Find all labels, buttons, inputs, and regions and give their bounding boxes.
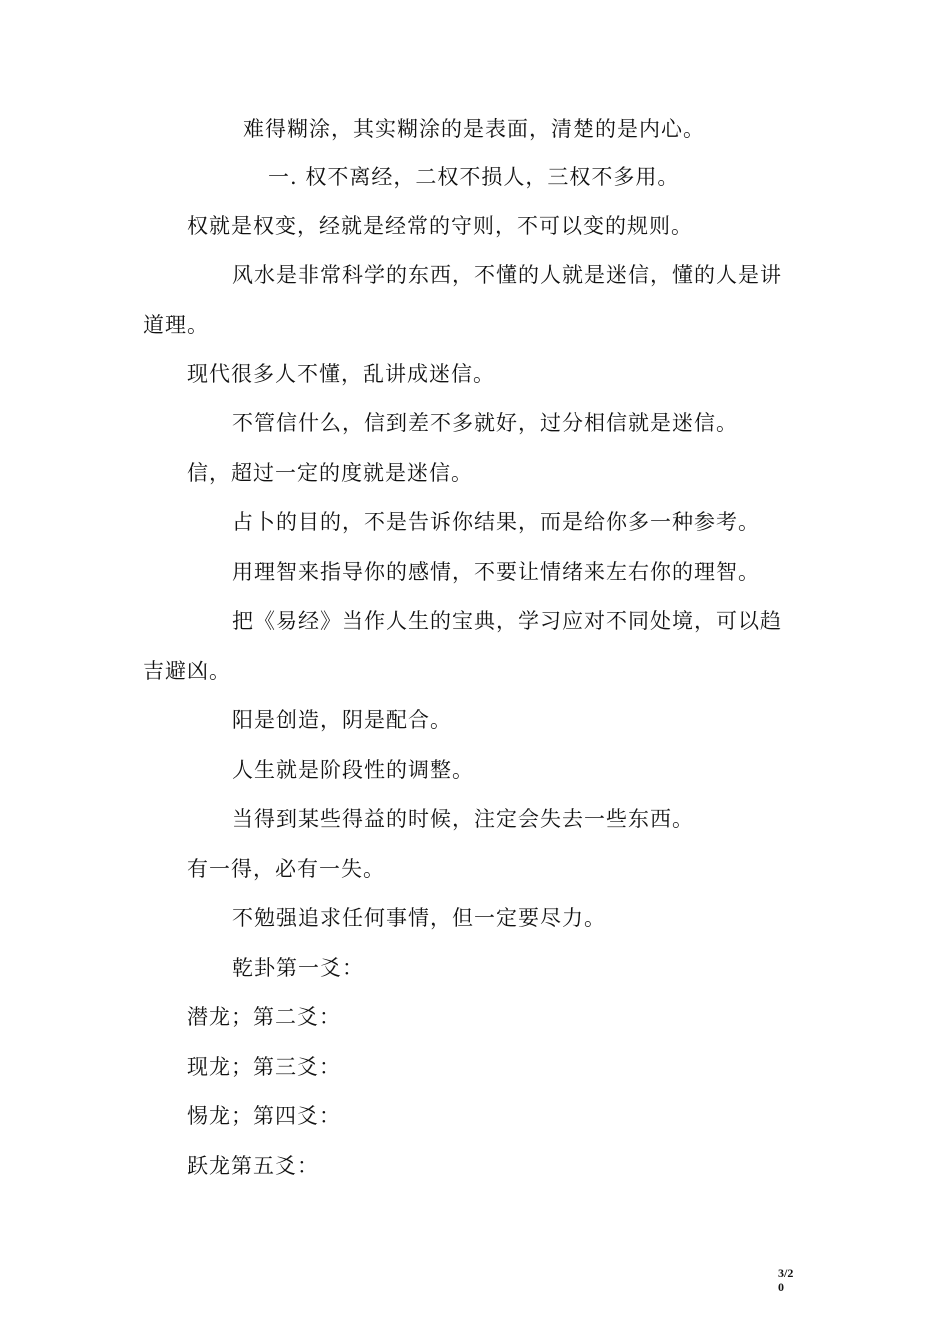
text-line: 当得到某些得益的时候，注定会失去一些东西。 <box>232 807 694 831</box>
text-line: 不勉强追求任何事情，但一定要尽力。 <box>232 906 606 930</box>
text-line: 潜龙；第二爻： <box>187 1005 341 1029</box>
text-line: 有一得，必有一失。 <box>187 857 385 881</box>
text-line: 吉避凶。 <box>143 659 231 683</box>
text-line: 跃龙第五爻： <box>187 1154 319 1178</box>
section-heading: 一. 权不离经，二权不损人，三权不多用。 <box>268 165 680 189</box>
text-line: 难得糊涂，其实糊涂的是表面，清楚的是内心。 <box>243 117 705 141</box>
text-line: 道理。 <box>143 313 209 337</box>
text-line: 现龙；第三爻： <box>187 1055 341 1079</box>
text-line: 把《易经》当作人生的宝典，学习应对不同处境，可以趋 <box>232 609 782 633</box>
text-line: 乾卦第一爻： <box>232 956 364 980</box>
text-line: 信，超过一定的度就是迷信。 <box>187 461 473 485</box>
page-number: 3/20 <box>778 1266 794 1294</box>
text-line: 惕龙；第四爻： <box>187 1104 341 1128</box>
text-line: 风水是非常科学的东西，不懂的人就是迷信，懂的人是讲 <box>232 263 782 287</box>
text-line: 人生就是阶段性的调整。 <box>232 758 474 782</box>
text-line: 不管信什么，信到差不多就好，过分相信就是迷信。 <box>232 411 738 435</box>
text-line: 用理智来指导你的感情，不要让情绪来左右你的理智。 <box>232 560 760 584</box>
text-line: 现代很多人不懂，乱讲成迷信。 <box>187 362 495 386</box>
text-line: 权就是权变，经就是经常的守则，不可以变的规则。 <box>187 214 693 238</box>
text-line: 占卜的目的，不是告诉你结果，而是给你多一种参考。 <box>232 510 760 534</box>
text-line: 阳是创造，阴是配合。 <box>232 708 452 732</box>
